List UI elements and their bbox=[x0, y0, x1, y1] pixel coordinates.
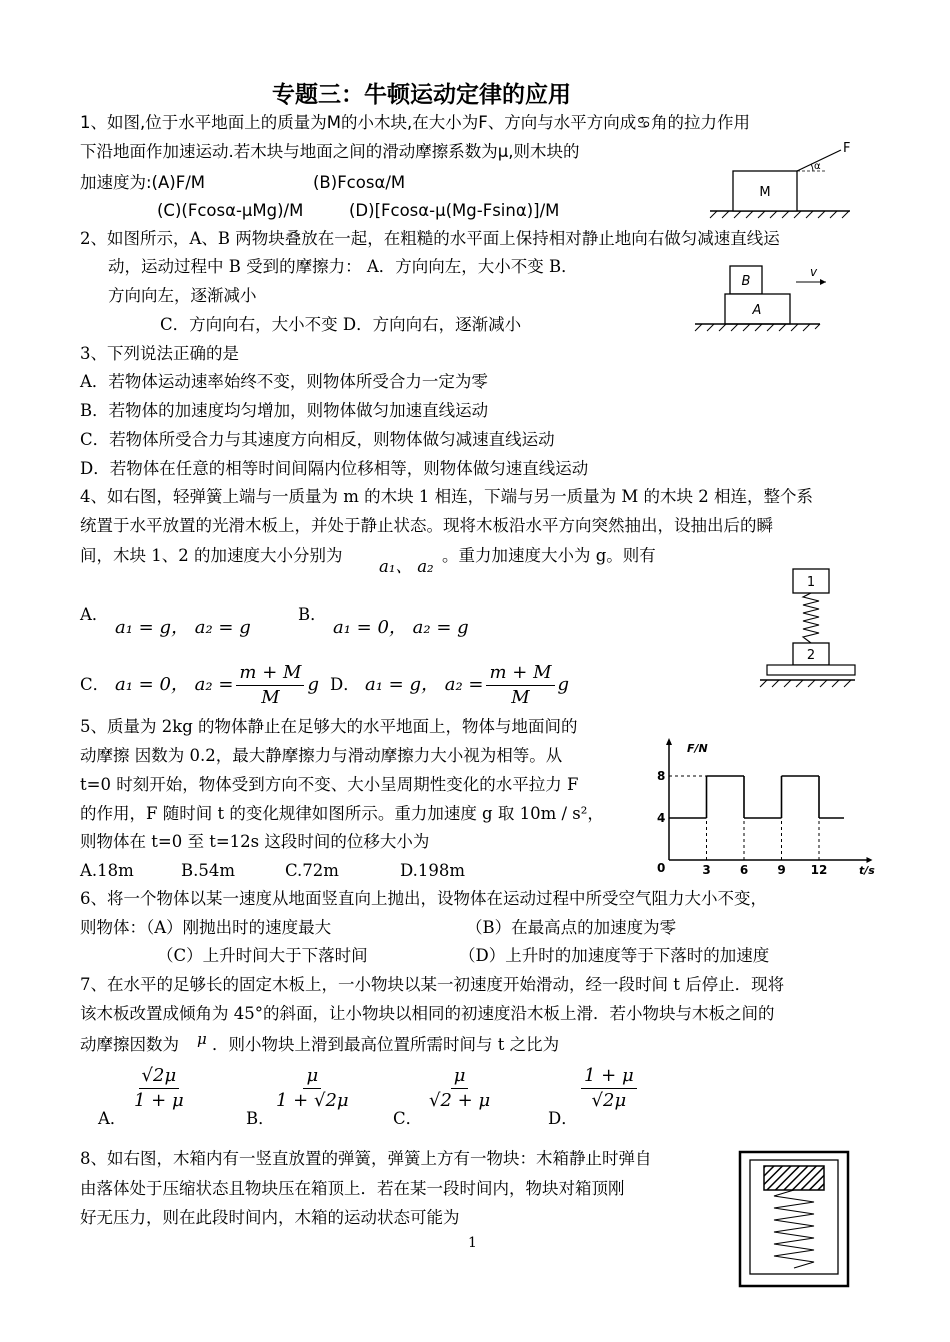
q7-option-c-numerator: μ bbox=[451, 1064, 469, 1089]
q7-line3b: ．则小物块上滑到最高位置所需时间与 t 之比为 bbox=[212, 1035, 560, 1054]
q1-line1: 1、如图,位于水平地面上的质量为M的小木块,在大小为F、方向与水平方向成♋角的拉力作用 bbox=[80, 113, 751, 132]
y-tick-4: 4 bbox=[657, 811, 666, 825]
x-tick-9: 9 bbox=[777, 863, 786, 877]
q7-option-b-numerator: μ bbox=[303, 1064, 321, 1089]
q4-option-c-pre: a₁ = 0， a₂ = bbox=[115, 674, 234, 695]
q3-option-b: B．若物体的加速度均匀增加，则物体做匀加速直线运动 bbox=[80, 401, 489, 420]
q5-option-b: B.54m bbox=[181, 861, 236, 880]
q2-figure-label-v: v bbox=[810, 265, 818, 279]
q2-figure-label-b: B bbox=[741, 274, 751, 289]
q4-option-a-label: A． bbox=[80, 605, 109, 624]
q7-mu: μ bbox=[197, 1030, 207, 1048]
q4-option-d-pre: a₁ = g， a₂ = bbox=[365, 674, 484, 695]
origin-label: 0 bbox=[657, 861, 666, 875]
q5-option-d: D.198m bbox=[400, 861, 466, 880]
q7-option-d bbox=[578, 1064, 640, 1113]
q4-option-b: a₁ = 0， a₂ = g bbox=[333, 617, 469, 638]
q6-option-a: 则物体：（A）刚抛出时的速度最大 bbox=[80, 918, 332, 937]
q8-figure-box-spring bbox=[738, 1150, 853, 1292]
page-title: 专题三：牛顿运动定律的应用 bbox=[272, 82, 571, 108]
q1-option-c: (C)(Fcosα-μMg)/M bbox=[157, 201, 304, 220]
q3-option-c: C．若物体所受合力与其速度方向相反，则物体做匀减速直线运动 bbox=[80, 430, 555, 449]
q7-option-d-numerator: 1 + μ bbox=[581, 1064, 637, 1089]
q2-line1: 2、如图所示，A、B 两物块叠放在一起，在粗糙的水平面上保持相对静止地向右做匀减速直线运 bbox=[80, 229, 780, 248]
q4-figure-spring-blocks bbox=[755, 565, 865, 695]
q6-line1: 6、将一个物体以某一速度从地面竖直向上抛出，设物体在运动过程中所受空气阻力大小不变， bbox=[80, 889, 767, 908]
q4-option-d-numerator: m + M bbox=[486, 661, 554, 686]
q1-line2: 下沿地面作加速运动.若木块与地面之间的滑动摩擦系数为μ,则木块的 bbox=[80, 142, 580, 161]
x-tick-3: 3 bbox=[702, 863, 711, 877]
y-axis-label: F/N bbox=[687, 742, 708, 755]
q4-option-b-label: B． bbox=[298, 605, 327, 624]
q4-option-d-fraction bbox=[486, 661, 554, 710]
q1-option-d: (D)[Fcosα-μ(Mg-Fsinα)]/M bbox=[349, 201, 560, 220]
q7-option-a bbox=[128, 1064, 190, 1113]
q5-line2: 动摩擦 因数为 0.2，最大静摩擦力与滑动摩擦力大小视为相等。从 bbox=[80, 746, 563, 765]
page-number: 1 bbox=[468, 1235, 477, 1251]
q7-line2: 该木板改置成倾角为 45°的斜面，让小物块以相同的初速度沿木板上滑．若小物块与木板之间的 bbox=[80, 1004, 775, 1023]
q4-line1: 4、如右图，轻弹簧上端与一质量为 m 的木块 1 相连，下端与另一质量为 M 的木块 2 相连，整个系 bbox=[80, 487, 813, 506]
q1-figure-label-alpha: α bbox=[814, 161, 821, 172]
q7-option-d-label: D． bbox=[548, 1109, 578, 1128]
x-axis-label: t/s bbox=[859, 864, 875, 877]
q2-figure-label-a: A bbox=[752, 303, 762, 318]
q7-option-c-label: C． bbox=[393, 1109, 423, 1128]
q2-figure-stacked-blocks bbox=[690, 262, 830, 337]
q7-line1: 7、在水平的足够长的固定木板上，一小物块以某一初速度开始滑动，经一段时间 t 后停止．现将 bbox=[80, 975, 785, 994]
q4-line3a: 间，木块 1、2 的加速度大小分别为 bbox=[80, 546, 343, 565]
q8-line1: 8、如右图，木箱内有一竖直放置的弹簧，弹簧上方有一物块：木箱静止时弹自 bbox=[80, 1149, 652, 1168]
q7-option-c-denominator: √2 + μ bbox=[429, 1090, 491, 1111]
q5-line1: 5、质量为 2kg 的物体静止在足够大的水平地面上，物体与地面间的 bbox=[80, 717, 578, 736]
q5-line5: 则物体在 t=0 至 t=12s 这段时间的位移大小为 bbox=[80, 832, 430, 851]
q4-option-d bbox=[365, 660, 569, 710]
q4-line3-accels: a₁、 a₂ bbox=[379, 557, 434, 576]
q5-line3: t=0 时刻开始，物体受到方向不变、大小呈周期性变化的水平拉力 F bbox=[80, 775, 579, 794]
q5-option-c: C.72m bbox=[285, 861, 339, 880]
q4-option-c bbox=[115, 660, 319, 710]
q4-option-c-fraction bbox=[236, 661, 304, 710]
q2-line3: 方向向左，逐渐减小 bbox=[108, 286, 257, 305]
q1-figure-label-f: F bbox=[843, 141, 851, 156]
q1-option-a: 加速度为:(A)F/M bbox=[80, 173, 206, 192]
y-axis-arrow bbox=[666, 738, 672, 745]
q3-option-d: D．若物体在任意的相等时间间隔内位移相等，则物体做匀速直线运动 bbox=[80, 459, 589, 478]
q7-option-d-denominator: √2μ bbox=[591, 1090, 627, 1111]
q2-line4: C．方向向右，大小不变 D．方向向右，逐渐减小 bbox=[160, 315, 522, 334]
q4-option-d-label: D． bbox=[330, 675, 360, 694]
q4-option-c-numerator: m + M bbox=[236, 661, 304, 686]
q3-stem: 3、下列说法正确的是 bbox=[80, 344, 239, 363]
q4-figure-label-2: 2 bbox=[806, 648, 816, 663]
q7-option-a-numerator: √2μ bbox=[139, 1064, 180, 1089]
q2-line2: 动，运动过程中 B 受到的摩擦力： A．方向向左，大小不变 B． bbox=[108, 257, 578, 276]
x-tick-6: 6 bbox=[739, 863, 749, 877]
q1-figure-block-pulled bbox=[705, 138, 865, 220]
q7-line3a: 动摩擦因数为 bbox=[80, 1035, 179, 1054]
x-axis-arrow bbox=[867, 857, 873, 863]
q7-option-a-label: A． bbox=[98, 1109, 127, 1128]
q4-option-c-g: g bbox=[307, 674, 319, 695]
q7-option-b-label: B． bbox=[246, 1109, 275, 1128]
q4-figure-label-1: 1 bbox=[806, 575, 816, 590]
q6-option-d: （D）上升时的加速度等于下落时的加速度 bbox=[459, 946, 770, 965]
q1-figure-label-m: M bbox=[759, 185, 771, 200]
q4-option-a: a₁ = g， a₂ = g bbox=[115, 617, 251, 638]
q4-option-c-label: C． bbox=[80, 675, 110, 694]
q7-option-b-denominator: 1 + √2μ bbox=[276, 1090, 349, 1111]
q1-option-b: (B)Fcosα/M bbox=[313, 173, 406, 192]
q7-option-c bbox=[423, 1064, 496, 1113]
q4-line3c: 。重力加速度大小为 g。则有 bbox=[442, 546, 656, 565]
q6-option-b: （B）在最高点的加速度为零 bbox=[466, 918, 677, 937]
q8-line3: 好无压力，则在此段时间内，木箱的运动状态可能为 bbox=[80, 1208, 460, 1227]
q4-option-d-denominator: M bbox=[511, 686, 530, 708]
q3-option-a: A．若物体运动速率始终不变，则物体所受合力一定为零 bbox=[80, 372, 488, 391]
q5-force-time-chart bbox=[655, 738, 885, 880]
q5-line4: 的作用，F 随时间 t 的变化规律如图所示。重力加速度 g 取 10m / s²， bbox=[80, 804, 604, 823]
y-tick-8: 8 bbox=[657, 769, 666, 783]
q6-option-c: （C）上升时间大于下落时间 bbox=[157, 946, 368, 965]
q4-option-c-denominator: M bbox=[261, 686, 280, 708]
q7-option-a-denominator: 1 + μ bbox=[134, 1090, 184, 1111]
q7-option-b bbox=[270, 1064, 355, 1113]
q4-option-d-g: g bbox=[557, 674, 570, 695]
q5-option-a: A.18m bbox=[80, 861, 134, 880]
q4-line2: 统置于水平放置的光滑木板上，并处于静止状态。现将木板沿水平方向突然抽出，设抽出后的瞬 bbox=[80, 516, 773, 535]
q8-line2: 由落体处于压缩状态且物块压在箱顶上．若在某一段时间内，物块对箱顶刚 bbox=[80, 1179, 625, 1198]
x-tick-12: 12 bbox=[810, 863, 828, 877]
